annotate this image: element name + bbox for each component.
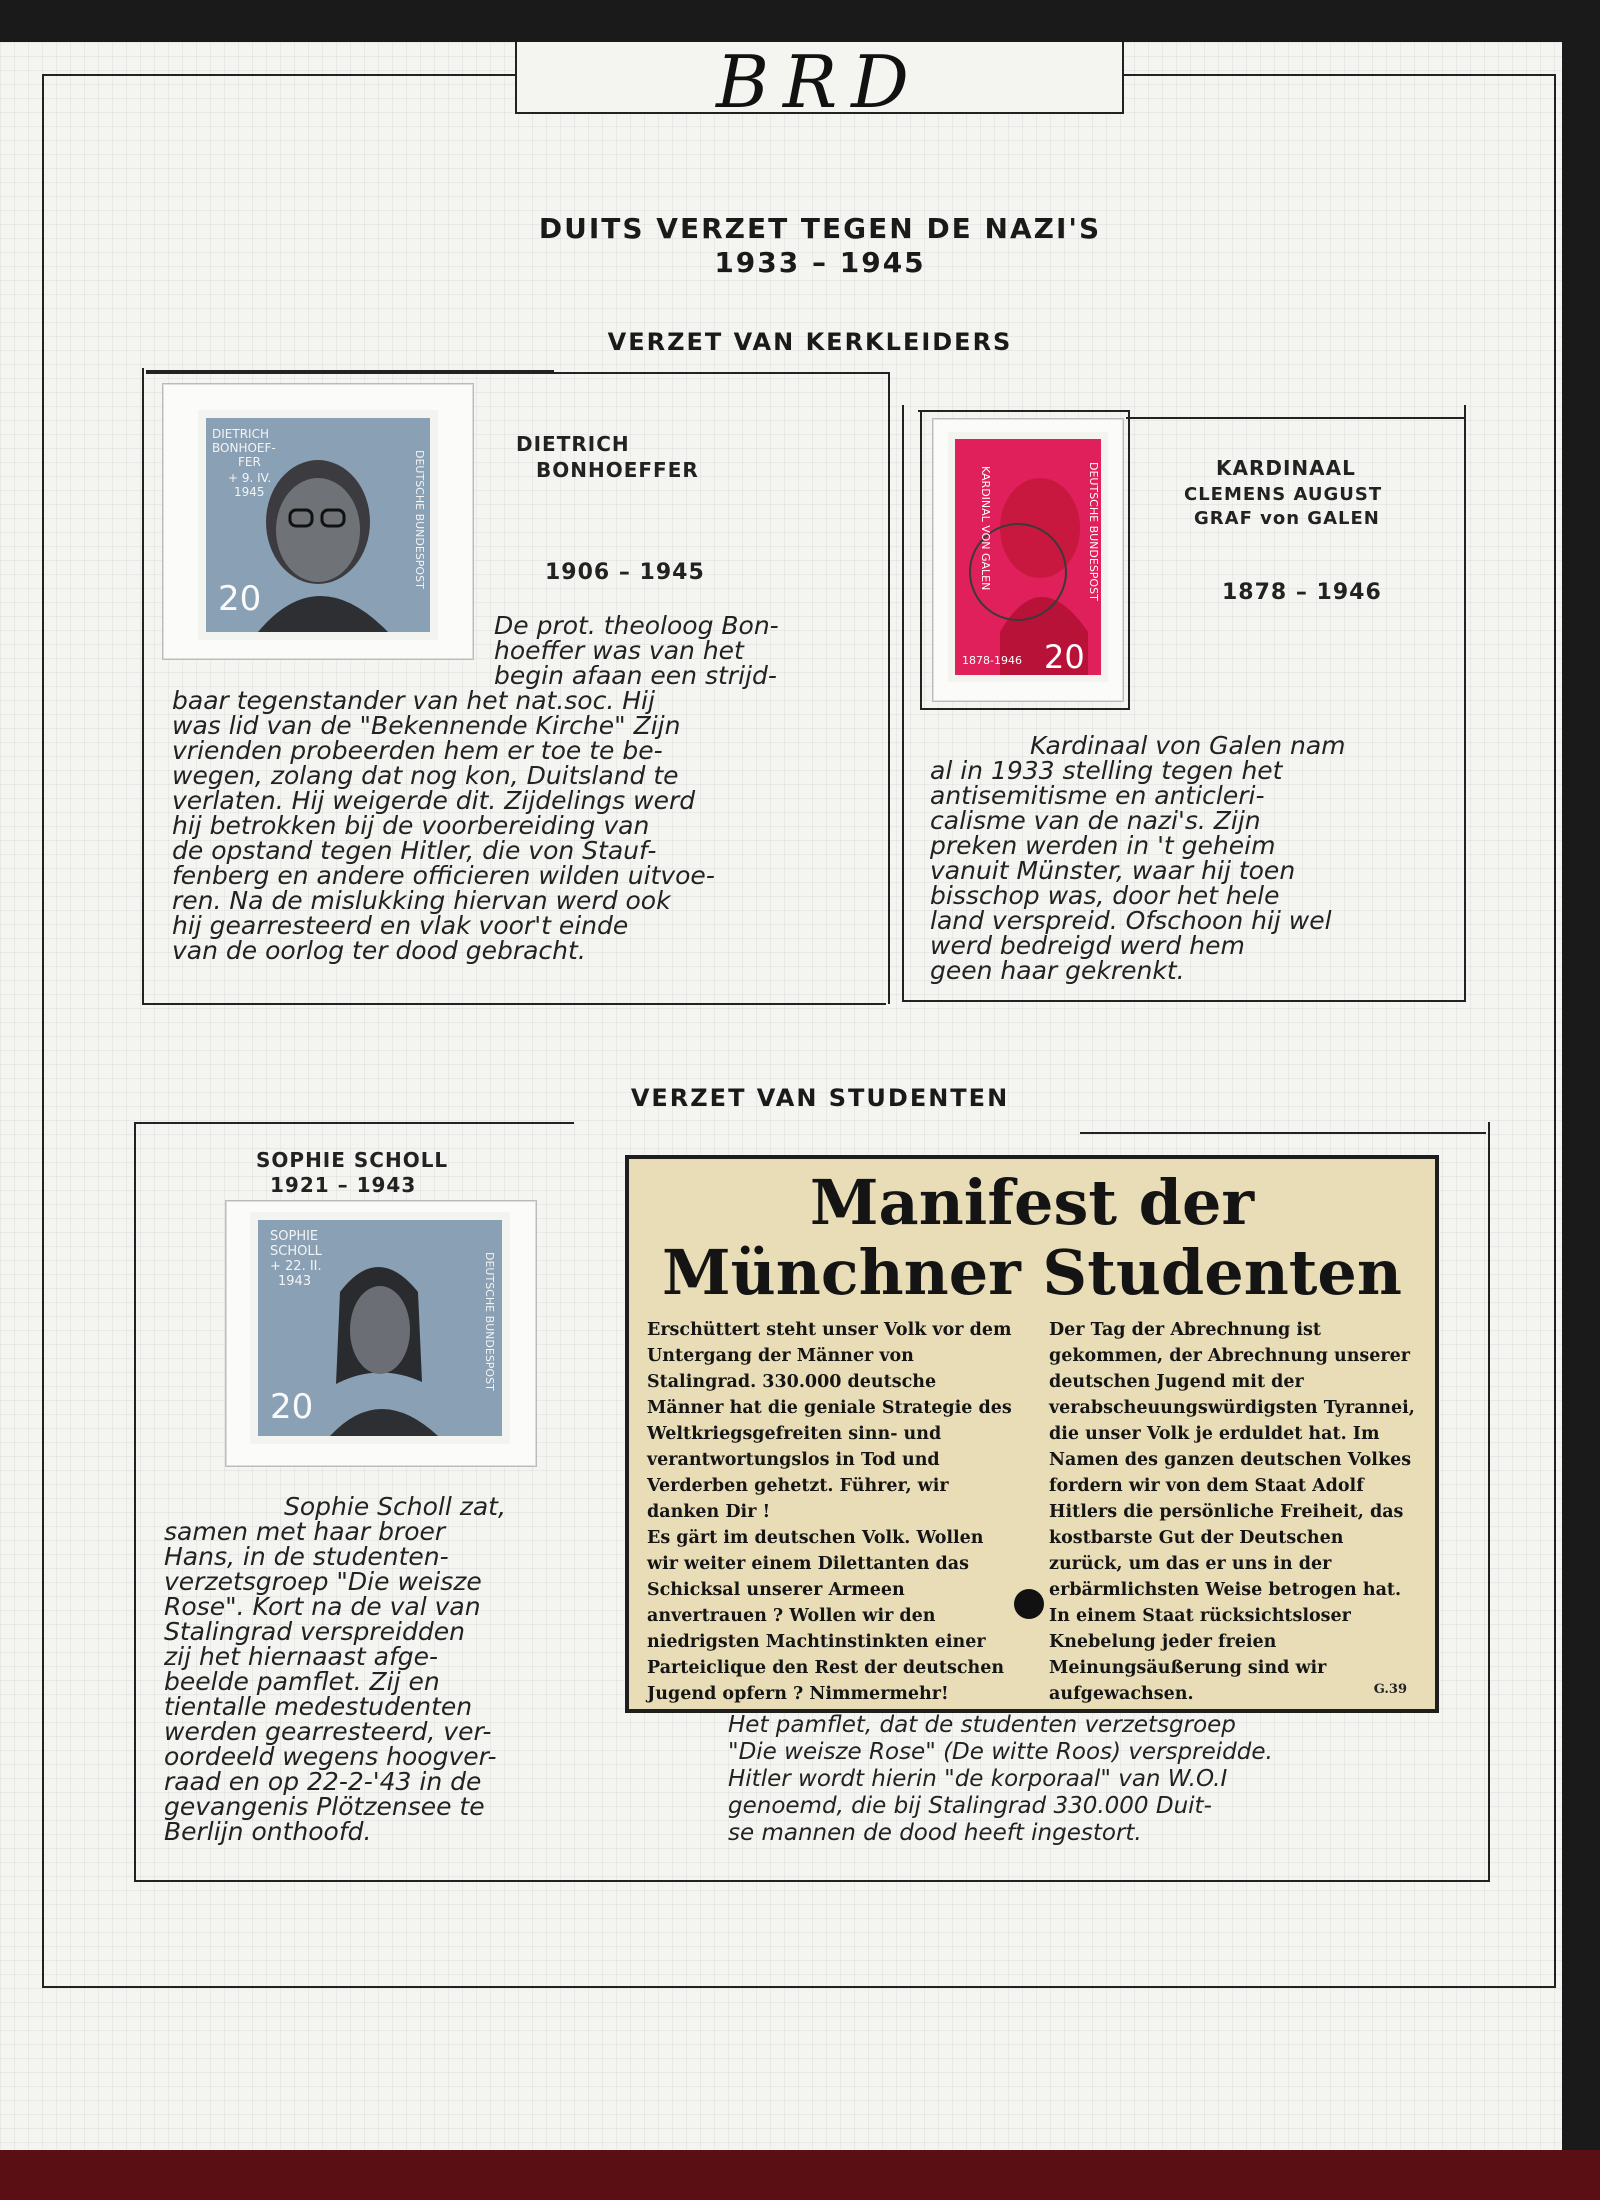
caption-line: Hitler wordt hierin "de korporaal" van W.O.I xyxy=(728,1766,1228,1792)
caption-line: Het pamflet, dat de studenten verzetsgroep xyxy=(728,1712,1236,1738)
bonhoeffer-name-line2: BONHOEFFER xyxy=(536,458,699,482)
text-line: vrienden probeerden hem er toe te be- xyxy=(172,736,663,765)
galen-text xyxy=(930,733,1450,983)
clipping-title-line1: Manifest der xyxy=(809,1166,1255,1239)
clipping-title-line2: Münchner Studenten xyxy=(662,1236,1402,1309)
text-line: raad en op 22-2-'43 in de xyxy=(164,1767,482,1796)
text-line: de opstand tegen Hitler, die von Stauf- xyxy=(172,836,657,865)
scholl-name: SOPHIE SCHOLL xyxy=(256,1148,449,1172)
students-top-rule-right xyxy=(1080,1132,1486,1134)
scholl-stamp-country: DEUTSCHE BUNDESPOST xyxy=(483,1252,496,1391)
main-heading-line2: 1933 – 1945 xyxy=(714,246,926,279)
text-line: beelde pamflet. Zij en xyxy=(164,1667,440,1696)
main-heading-line1: DUITS VERZET TEGEN DE NAZI'S xyxy=(538,212,1102,245)
students-top-rule-left xyxy=(134,1122,574,1124)
text-line: werd bedreigd werd hem xyxy=(930,931,1245,960)
clipping-column-left xyxy=(647,1317,1017,1707)
galen-name-line1: KARDINAAL xyxy=(1216,456,1356,480)
text-line: Hans, in de studenten- xyxy=(164,1542,449,1571)
scholl-years: 1921 – 1943 xyxy=(270,1173,417,1197)
galen-stamp-name: KARDINAL VON GALEN xyxy=(979,466,992,591)
galen-stamp xyxy=(948,432,1108,682)
caption-line: se mannen de dood heeft ingestort. xyxy=(728,1820,1142,1846)
bonhoeffer-stamp-country: DEUTSCHE BUNDESPOST xyxy=(413,450,426,589)
bonhoeffer-stamp-dates: + 9. IV. xyxy=(228,471,272,485)
galen-name-line3: GRAF von GALEN xyxy=(1194,508,1380,529)
text-line: al in 1933 stelling tegen het xyxy=(930,756,1283,785)
galen-top-rule xyxy=(1126,417,1464,419)
text-line: Berlijn onthoofd. xyxy=(164,1817,372,1846)
scholl-text xyxy=(164,1494,604,1844)
text-line: De prot. theoloog Bon- xyxy=(494,611,779,640)
galen-stamp-dates: 1878-1946 xyxy=(962,654,1022,667)
text-line: hij gearresteerd en vlak voor't einde xyxy=(172,911,629,940)
text-line: begin afaan een strijd- xyxy=(494,661,777,690)
bonhoeffer-text-top xyxy=(494,613,854,688)
students-heading: VERZET VAN STUDENTEN xyxy=(630,1084,1010,1112)
scholl-stamp-dates: + 22. II. xyxy=(270,1259,322,1274)
main-heading xyxy=(430,212,1210,280)
galen-inner-right xyxy=(1128,410,1130,710)
text-line: samen met haar broer xyxy=(164,1517,446,1546)
text-line: geen haar gekrenkt. xyxy=(930,956,1185,985)
clipping-code: G.39 xyxy=(1373,1682,1407,1697)
text-line: Sophie Scholl zat, xyxy=(284,1492,506,1521)
album-binding xyxy=(0,2150,1600,2200)
text-line: werden gearresteerd, ver- xyxy=(164,1717,492,1746)
bonhoeffer-stamp-name2: BONHOEF- xyxy=(212,441,276,455)
text-line: verlaten. Hij weigerde dit. Zijdelings werd xyxy=(172,786,696,815)
scholl-stamp-name2: SCHOLL xyxy=(270,1244,322,1259)
text-line: hij betrokken bij de voorbereiding van xyxy=(172,811,650,840)
text-line: gevangenis Plötzensee te xyxy=(164,1792,485,1821)
galen-top-rule-left xyxy=(918,410,1128,412)
galen-stamp-value: 20 xyxy=(1044,638,1085,676)
text-line: bisschop was, door het hele xyxy=(930,881,1280,910)
text-line: was lid van de "Bekennende Kirche" Zijn xyxy=(172,711,681,740)
bonhoeffer-stamp xyxy=(198,410,438,640)
text-line: Stalingrad verspreidden xyxy=(164,1617,465,1646)
text-line: hoeffer was van het xyxy=(494,636,744,665)
galen-inner-left xyxy=(920,410,922,710)
text-line: tientalle medestudenten xyxy=(164,1692,473,1721)
text-line: preken werden in 't geheim xyxy=(930,831,1276,860)
galen-box-left xyxy=(902,405,904,1000)
clipping-paragraph: In einem Staat rücksichtsloser Knebelung jeder freien Meinungsäußerung sind wir aufgewachsen. xyxy=(1049,1606,1351,1704)
clipping-paragraph: Erschüttert steht unser Volk vor dem Untergang der Männer von Stalingrad. 330.000 deutsche Männer hat die geniale Strategie des Weltkriegsgefreiten sinn- und verantwortungslos in Tod und Verderben gehetzt. Führer, wir danken Dir ! xyxy=(647,1320,1012,1522)
bonhoeffer-stamp-name3: FER xyxy=(238,455,261,469)
clipping-paragraph: Es gärt im deutschen Volk. Wollen wir weiter einem Dilettanten das Schicksal unserer Armeen anvertrauen ? Wollen wir den niedrigsten Machtinstinkten einer Parteiclique den Rest der deutschen Jugend opfern ? Nimmermehr! xyxy=(647,1528,1005,1704)
caption-line: "Die weisze Rose" (De witte Roos) verspreidde. xyxy=(728,1739,1273,1765)
text-line: antisemitisme en anticleri- xyxy=(930,781,1265,810)
text-line: oordeeld wegens hoogver- xyxy=(164,1742,497,1771)
galen-years: 1878 – 1946 xyxy=(1222,580,1382,605)
clipping-caption xyxy=(728,1712,1348,1847)
bonhoeffer-name-line1: DIETRICH xyxy=(516,432,630,456)
clipping-punch-hole xyxy=(1014,1589,1044,1619)
bonhoeffer-stamp-value: 20 xyxy=(218,579,262,619)
galen-stamp-country: DEUTSCHE BUNDESPOST xyxy=(1087,462,1100,601)
text-line: vanuit Münster, waar hij toen xyxy=(930,856,1296,885)
bonhoeffer-text-body xyxy=(172,688,872,963)
text-line: Rose". Kort na de val van xyxy=(164,1592,481,1621)
text-line: ren. Na de mislukking hiervan werd ook xyxy=(172,886,671,915)
scholl-stamp-year: 1943 xyxy=(278,1274,312,1289)
page-title: BRD xyxy=(716,40,923,124)
text-line: baar tegenstander van het nat.soc. Hij xyxy=(172,686,655,715)
church-heading: VERZET VAN KERKLEIDERS xyxy=(607,328,1013,356)
caption-line: genoemd, die bij Stalingrad 330.000 Duit- xyxy=(728,1793,1212,1819)
bonhoeffer-top-rule xyxy=(146,370,554,372)
galen-inner-bottom xyxy=(920,708,1128,710)
title-tab xyxy=(515,40,1124,124)
galen-name-line2: CLEMENS AUGUST xyxy=(1184,484,1383,505)
text-line: Kardinaal von Galen nam xyxy=(1030,731,1346,760)
text-line: wegen, zolang dat nog kon, Duitsland te xyxy=(172,761,679,790)
clipping-column-right xyxy=(1049,1317,1419,1707)
scholl-stamp xyxy=(250,1212,510,1444)
scholl-stamp-value: 20 xyxy=(270,1387,314,1427)
text-line: land verspreid. Ofschoon hij wel xyxy=(930,906,1332,935)
bonhoeffer-years: 1906 – 1945 xyxy=(545,560,705,585)
manifest-clipping xyxy=(625,1155,1439,1713)
text-line: zij het hiernaast afge- xyxy=(164,1642,439,1671)
clipping-paragraph: Der Tag der Abrechnung ist gekommen, der Abrechnung unserer deutschen Jugend mit der verabscheuungswürdigsten Tyrannei, die unser Volk je erduldet hat. Im Namen des ganzen deutschen Volkes fordern wir von dem Staat Adolf Hitlers die persönliche Freiheit, das kostbarste Gut der Deutschen zurück, um das er uns in der erbärmlichsten Weise betrogen hat. xyxy=(1049,1320,1415,1600)
text-line: verzetsgroep "Die weisze xyxy=(164,1567,482,1596)
scholl-stamp-name1: SOPHIE xyxy=(270,1229,319,1244)
bonhoeffer-stamp-year: 1945 xyxy=(234,485,265,499)
text-line: calisme van de nazi's. Zijn xyxy=(930,806,1261,835)
text-line: fenberg en andere officieren wilden uitvoe- xyxy=(172,861,715,890)
text-line: van de oorlog ter dood gebracht. xyxy=(172,936,586,965)
bonhoeffer-stamp-name1: DIETRICH xyxy=(212,427,269,441)
